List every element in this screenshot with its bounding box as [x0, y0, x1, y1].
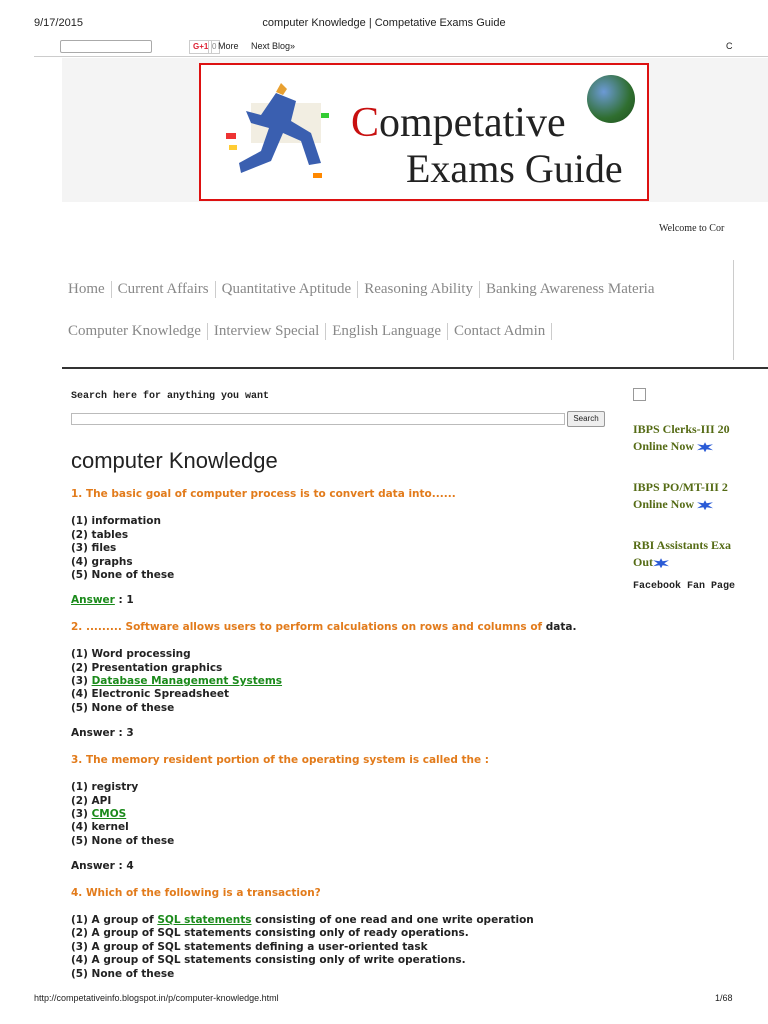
create-blog-link[interactable]: C — [726, 41, 733, 51]
option: (3) Database Management Systems — [71, 675, 283, 688]
print-footer — [34, 993, 734, 1003]
gplus-button[interactable]: G+1 — [189, 40, 212, 54]
sidebar-item-rbi-assistants[interactable]: RBI Assistants Exa Out — [633, 538, 732, 569]
broken-image-icon — [633, 388, 646, 401]
options-4 — [71, 914, 611, 981]
option: (3) files — [71, 542, 117, 555]
menu-item-home[interactable]: Home — [62, 281, 112, 298]
menu-item-contact-admin[interactable]: Contact Admin — [448, 323, 552, 340]
next-blog-link[interactable]: Next Blog» — [251, 41, 296, 51]
search-label: Search here for anything you want — [71, 391, 270, 402]
menu-item-reasoning-ability[interactable]: Reasoning Ability — [358, 281, 480, 298]
question-2: 2. ......... Software allows users to perform calculations on rows and columns of data. — [71, 620, 577, 633]
main-menu-row2 — [62, 323, 552, 340]
question-4: 4. Which of the following is a transaction? — [71, 886, 321, 899]
option: (3) CMOS — [71, 807, 127, 820]
new-burst-icon — [697, 442, 713, 452]
answer-3: Answer : 4 — [71, 860, 134, 873]
menu-item-quantitative-aptitude[interactable]: Quantitative Aptitude — [216, 281, 359, 298]
menu-item-english-language[interactable]: English Language — [326, 323, 448, 340]
cmos-link[interactable]: CMOS — [91, 807, 127, 820]
new-burst-icon — [697, 500, 713, 510]
option: (5) None of these — [71, 967, 175, 980]
print-date: 9/17/2015 — [34, 17, 83, 29]
options-3 — [71, 781, 611, 848]
globe-icon — [587, 75, 635, 123]
answer-2: Answer : 3 — [71, 727, 134, 740]
facebook-fan-page-heading: Facebook Fan Page — [633, 581, 736, 592]
option: (3) A group of SQL statements defining a user-oriented task — [71, 940, 428, 953]
search-button[interactable]: Search — [567, 411, 605, 427]
option: (4) Electronic Spreadsheet — [71, 688, 230, 701]
option: (4) graphs — [71, 555, 133, 568]
option: (2) Presentation graphics — [71, 661, 223, 674]
logo-line1: Competative — [351, 100, 566, 146]
option: (2) API — [71, 794, 112, 807]
blogger-navbar — [34, 38, 768, 56]
answer-link[interactable]: Answer — [71, 594, 115, 607]
options-2 — [71, 648, 611, 715]
option: (1) registry — [71, 781, 139, 794]
sidebar-item-ibps-clerks[interactable]: IBPS Clerks-III 20 Online Now — [633, 422, 730, 453]
sidebar-item-ibps-po[interactable]: IBPS PO/MT-III 2 Online Now — [633, 480, 728, 511]
site-logo-banner[interactable] — [199, 63, 649, 201]
post-content — [71, 488, 611, 993]
answer-1: Answer : 1 — [71, 594, 134, 607]
page-title: computer Knowledge — [71, 448, 278, 473]
print-title: computer Knowledge | Competative Exams Guide — [262, 17, 506, 29]
question-1: 1. The basic goal of computer process is to convert data into...... — [71, 488, 456, 500]
more-link[interactable]: More — [218, 41, 239, 51]
menu-divider — [62, 367, 768, 369]
footer-page-number: 1/68 — [715, 993, 733, 1003]
sidebar — [633, 388, 768, 592]
logo-line2: Exams Guide — [406, 146, 623, 191]
option: (5) None of these — [71, 701, 175, 714]
search-input[interactable] — [71, 413, 565, 425]
menu-item-current-affairs[interactable]: Current Affairs — [112, 281, 216, 298]
options-1 — [71, 515, 611, 582]
menu-item-interview-special[interactable]: Interview Special — [208, 323, 326, 340]
option: (4) kernel — [71, 821, 129, 834]
option: (5) None of these — [71, 834, 175, 847]
footer-url: http://competativeinfo.blogspot.in/p/computer-knowledge.html — [34, 993, 279, 1003]
gplus-count: 0 — [208, 40, 220, 54]
main-menu-row1 — [62, 281, 661, 298]
option: (1) Word processing — [71, 648, 191, 661]
menu-item-banking-awareness[interactable]: Banking Awareness Materia — [485, 281, 655, 297]
option: (2) tables — [71, 528, 129, 541]
divider — [34, 56, 768, 57]
dbms-link[interactable]: Database Management Systems — [91, 675, 283, 688]
option: (1) information — [71, 515, 161, 528]
option: (5) None of these — [71, 569, 175, 582]
question-3: 3. The memory resident portion of the operating system is called the : — [71, 753, 490, 766]
option: (2) A group of SQL statements consisting only of ready operations. — [71, 927, 469, 940]
divider — [733, 260, 734, 360]
new-burst-icon — [653, 558, 669, 568]
sql-statements-link[interactable]: SQL statements — [157, 913, 252, 926]
menu-item-computer-knowledge[interactable]: Computer Knowledge — [62, 323, 208, 340]
welcome-marquee: Welcome to Cor — [659, 223, 725, 234]
option: (1) A group of SQL statements consisting of one read and one write operation — [71, 913, 534, 926]
option: (4) A group of SQL statements consisting only of write operations. — [71, 954, 466, 967]
runner-icon — [221, 73, 351, 191]
header-banner-area — [62, 58, 768, 202]
navbar-search-input[interactable] — [60, 40, 152, 53]
